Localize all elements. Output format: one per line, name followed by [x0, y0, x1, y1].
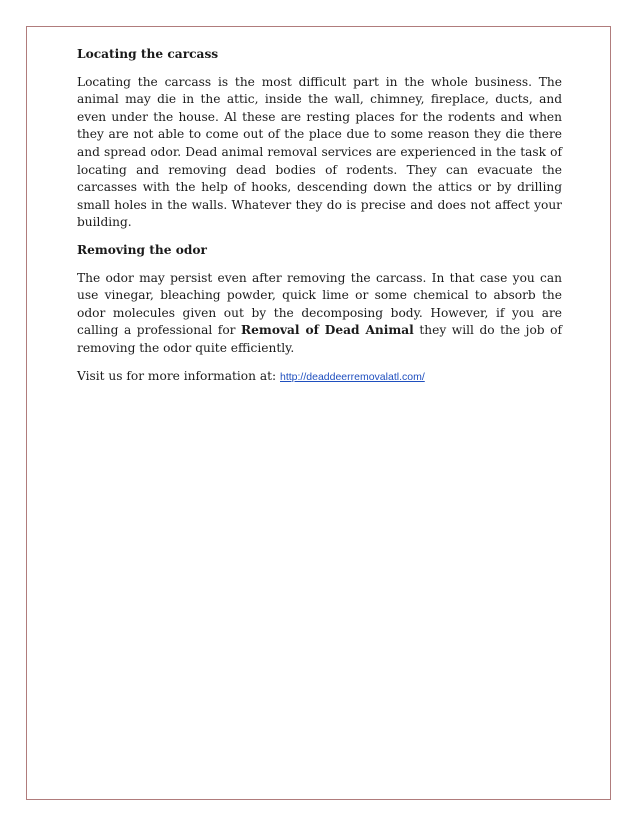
paragraph-removing-text-1: The odor may persist even after removing the carcass. In that case you can use vinegar, bleaching powder, quick lime or some chemical to absorb the odor molecules given out by the decomposing body. However, if you are calling a professional for	[77, 270, 562, 338]
section-heading-locating: Locating the carcass	[77, 47, 219, 61]
paragraph-removing-bold: Removal of Dead Animal	[241, 323, 414, 338]
website-link[interactable]: http://deaddeerremovalatl.com/	[280, 370, 425, 383]
document-body	[77, 46, 562, 396]
paragraph-removing-text-2: they will do the job of removing the odor quite efficiently.	[77, 323, 562, 355]
visit-text: Visit us for more information at:	[77, 368, 280, 383]
paragraph-locating: Locating the carcass is the most difficult part in the whole business. The animal may die in the attic, inside the wall, chimney, fireplace, ducts, and even under the house. Al these are resting places for the rodents and when they are not able to come out of the place due to some reason they die there and spread odor. Dead animal removal services are experienced in the task of locating and removing dead bodies of rodents. They can evacuate the carcasses with the help of hooks, descending down the attics or by drilling small holes in the walls. Whatever they do is precise and does not affect your building.	[77, 74, 562, 230]
paragraph-removing	[77, 270, 562, 358]
section-heading-removing: Removing the odor	[77, 242, 207, 257]
visit-line	[77, 368, 562, 387]
